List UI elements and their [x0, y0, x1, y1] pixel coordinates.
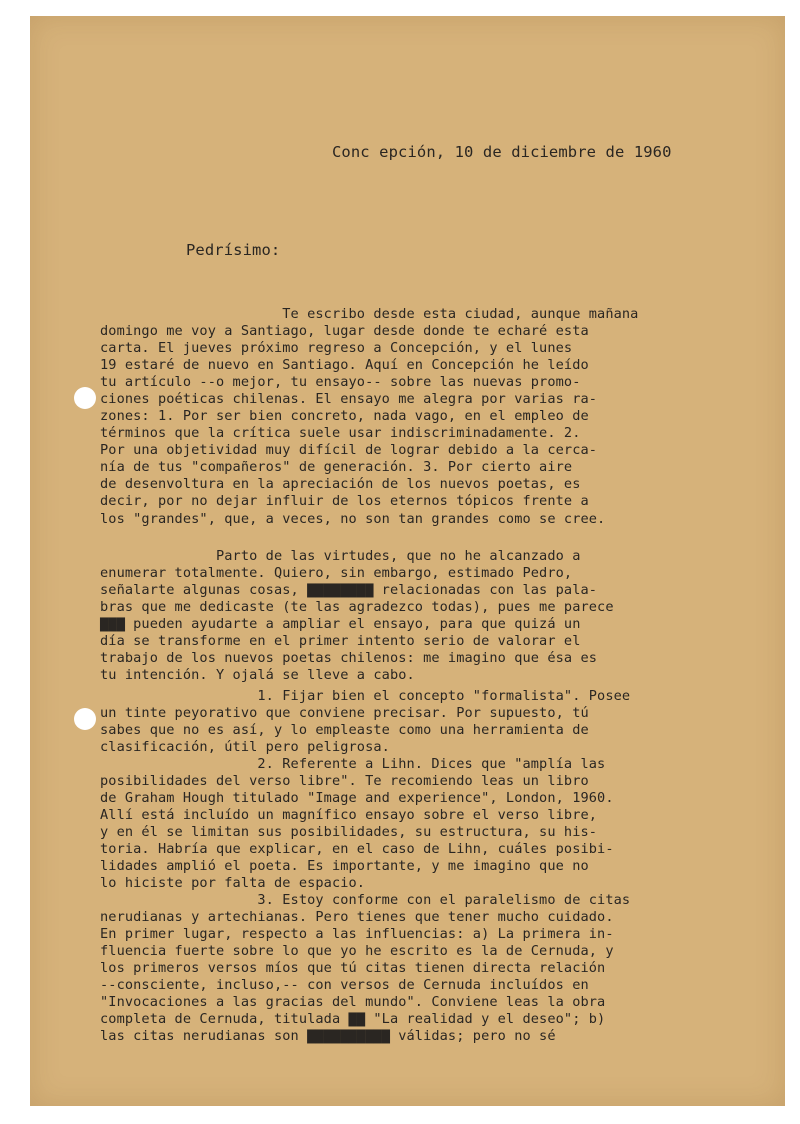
letter-line: nerudianas y artechianas. Pero tienes que tener mucho cuidado.: [100, 909, 614, 925]
letter-line: toria. Habría que explicar, en el caso de Lihn, cuáles posibi-: [100, 841, 614, 857]
letter-line: lidades amplió el poeta. Es importante, y me imagino que no: [100, 858, 589, 874]
letter-line: tu intención. Y ojalá se lleve a cabo.: [100, 667, 415, 683]
punch-hole-top: [74, 387, 96, 409]
letter-line: zones: 1. Por ser bien concreto, nada vago, en el empleo de: [100, 408, 589, 424]
letter-line: señalarte algunas cosas, ▇▇▇▇▇▇▇▇ relacionadas con las pala-: [100, 582, 598, 598]
letter-line: bras que me dedicaste (te las agradezco todas), pues me parece: [100, 599, 614, 615]
letter-date: Conc epción, 10 de diciembre de 1960: [332, 143, 672, 161]
letter-line: Te escribo desde esta ciudad, aunque mañana: [100, 306, 639, 322]
letter-line: 19 estaré de nuevo en Santiago. Aquí en Concepción he leído: [100, 357, 589, 373]
letter-line: carta. El jueves próximo regreso a Concepción, y el lunes: [100, 340, 573, 356]
letter-line: tu artículo --o mejor, tu ensayo-- sobre las nuevas promo-: [100, 374, 581, 390]
letter-line: los primeros versos míos que tú citas tienen directa relación: [100, 960, 606, 976]
letter-line: fluencia fuerte sobre lo que yo he escrito es la de Cernuda, y: [100, 943, 614, 959]
letter-line: Parto de las virtudes, que no he alcanzado a: [100, 548, 581, 564]
letter-line: ▇▇▇ pueden ayudarte a ampliar el ensayo, para que quizá un: [100, 616, 581, 632]
letter-line: ciones poéticas chilenas. El ensayo me alegra por varias ra-: [100, 391, 598, 407]
letter-line: de desenvoltura en la apreciación de los nuevos poetas, es: [100, 476, 581, 492]
letter-line: enumerar totalmente. Quiero, sin embargo, estimado Pedro,: [100, 565, 573, 581]
letter-line: clasificación, útil pero peligrosa.: [100, 739, 390, 755]
punch-hole-bottom: [74, 708, 96, 730]
letter-line: 3. Estoy conforme con el paralelismo de citas: [100, 892, 631, 908]
letter-line: "Invocaciones a las gracias del mundo". Conviene leas la obra: [100, 994, 606, 1010]
letter-salutation: Pedrísimo:: [186, 241, 281, 259]
letter-line: día se transforme en el primer intento serio de valorar el: [100, 633, 581, 649]
letter-line: y en él se limitan sus posibilidades, su estructura, su his-: [100, 824, 598, 840]
letter-line: 2. Referente a Lihn. Dices que "amplía las: [100, 756, 606, 772]
letter-line: las citas nerudianas son ▇▇▇▇▇▇▇▇▇▇ válidas; pero no sé: [100, 1028, 556, 1044]
letter-line: 1. Fijar bien el concepto "formalista". Posee: [100, 688, 631, 704]
letter-line: En primer lugar, respecto a las influencias: a) La primera in-: [100, 926, 614, 942]
letter-line: domingo me voy a Santiago, lugar desde donde te echaré esta: [100, 323, 589, 339]
letter-line: lo hiciste por falta de espacio.: [100, 875, 366, 891]
letter-line: los "grandes", que, a veces, no son tan grandes como se cree.: [100, 511, 606, 527]
letter-line: --consciente, incluso,-- con versos de Cernuda incluídos en: [100, 977, 589, 993]
letter-line: nía de tus "compañeros" de generación. 3. Por cierto aire: [100, 459, 573, 475]
letter-line: términos que la crítica suele usar indiscriminadamente. 2.: [100, 425, 581, 441]
letter-line: trabajo de los nuevos poetas chilenos: me imagino que ésa es: [100, 650, 598, 666]
letter-line: un tinte peyorativo que conviene precisar. Por supuesto, tú: [100, 705, 589, 721]
letter-line: sabes que no es así, y lo empleaste como una herramienta de: [100, 722, 589, 738]
letter-line: completa de Cernuda, titulada ▇▇ "La realidad y el deseo"; b): [100, 1011, 606, 1027]
letter-line: Allí está incluído un magnífico ensayo sobre el verso libre,: [100, 807, 598, 823]
letter-line: de Graham Hough titulado "Image and experience", London, 1960.: [100, 790, 614, 806]
letter-line: posibilidades del verso libre". Te recomiendo leas un libro: [100, 773, 589, 789]
letter-line: decir, por no dejar influir de los eternos tópicos frente a: [100, 493, 589, 509]
letter-line: Por una objetividad muy difícil de lograr debido a la cerca-: [100, 442, 598, 458]
